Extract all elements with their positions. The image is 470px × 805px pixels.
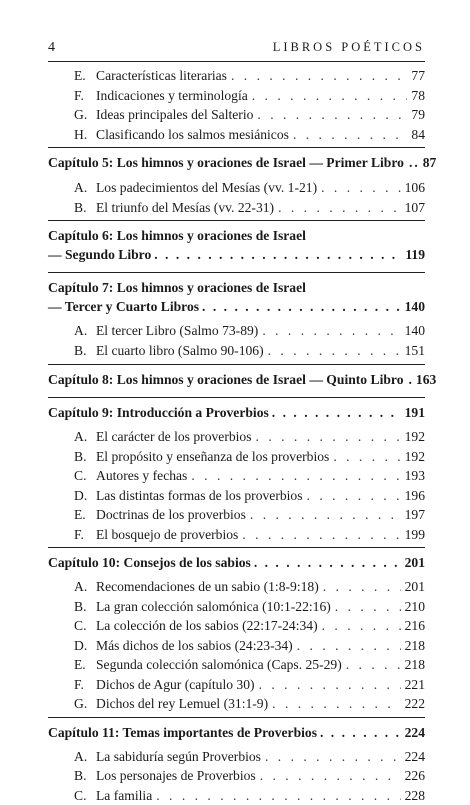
entry-title: Los padecimientos del Mesías (vv. 1-21) [96, 178, 317, 198]
entry-page: 193 [405, 466, 425, 486]
toc-entry[interactable] [48, 427, 425, 447]
toc-entry[interactable] [48, 66, 425, 86]
chapter-separator [48, 547, 425, 548]
toc-entry[interactable] [48, 505, 425, 525]
page-number: 4 [48, 40, 55, 56]
toc-entry[interactable] [48, 577, 425, 597]
chapter-11-heading[interactable] [48, 723, 425, 742]
chapter-6-heading[interactable] [48, 226, 425, 264]
entry-page: 106 [405, 178, 425, 198]
toc-entry[interactable] [48, 655, 425, 675]
leader-dots [154, 245, 402, 264]
leader-dots [242, 525, 400, 545]
leader-dots [191, 466, 400, 486]
entry-page: 78 [411, 86, 425, 106]
entry-title: Ideas principales del Salterio [96, 105, 253, 125]
toc-entry[interactable] [48, 786, 425, 805]
toc-entry[interactable] [48, 766, 425, 786]
leader-dots [307, 486, 401, 506]
entry-page: 79 [411, 105, 425, 125]
page-header [48, 40, 425, 60]
leader-dots [293, 125, 407, 145]
entry-page: 222 [405, 694, 425, 714]
chapter-5-items [48, 178, 425, 217]
entry-title: El propósito y enseñanza de los proverbios [96, 447, 329, 467]
entry-letter: C. [48, 786, 96, 805]
entry-page: 210 [405, 597, 425, 617]
entry-page: 228 [405, 786, 425, 805]
chapter-5-heading[interactable] [48, 153, 425, 172]
chapter-7-items [48, 321, 425, 360]
entry-title: Los personajes de Proverbios [96, 766, 256, 786]
chapter-7-heading[interactable] [48, 278, 425, 316]
entry-page: 151 [405, 341, 425, 361]
chapter-page: 140 [405, 297, 425, 316]
entry-title: Más dichos de los sabios (24:23-34) [96, 636, 293, 656]
leader-dots [297, 636, 401, 656]
entry-title: Segunda colección salomónica (Caps. 25-29) [96, 655, 342, 675]
entry-page: 216 [405, 616, 425, 636]
entry-title: El carácter de los proverbios [96, 427, 252, 447]
chapter-separator [48, 717, 425, 718]
entry-title: El triunfo del Mesías (vv. 22-31) [96, 198, 274, 218]
entry-title: Indicaciones y terminología [96, 86, 248, 106]
chapter-title: Capítulo 9: Introducción a Proverbios [48, 403, 269, 422]
entry-letter: E. [48, 655, 96, 675]
entry-letter: B. [48, 766, 96, 786]
entry-title: Dichos de Agur (capítulo 30) [96, 675, 255, 695]
toc-entry[interactable] [48, 525, 425, 545]
toc-entry[interactable] [48, 694, 425, 714]
chapter-page: 119 [405, 245, 425, 264]
entry-page: 192 [405, 447, 425, 467]
chapter-separator [48, 272, 425, 273]
entry-page: 201 [405, 577, 425, 597]
toc-entry[interactable] [48, 636, 425, 656]
entry-page: 197 [405, 505, 425, 525]
leader-dots [272, 403, 402, 422]
leader-dots: .. [409, 153, 420, 172]
entry-title: La familia [96, 786, 152, 805]
toc-entry[interactable] [48, 86, 425, 106]
leader-dots [256, 427, 401, 447]
entry-letter: C. [48, 616, 96, 636]
entry-title: Doctrinas de los proverbios [96, 505, 246, 525]
toc-entry[interactable] [48, 125, 425, 145]
chapter-separator [48, 147, 425, 148]
leader-dots [156, 786, 400, 805]
toc-entry[interactable] [48, 466, 425, 486]
chapter-title: Capítulo 8: Los himnos y oraciones de Israel — Quinto Libro [48, 370, 404, 389]
entry-title: El cuarto libro (Salmo 90-106) [96, 341, 264, 361]
leader-dots [333, 447, 400, 467]
chapter-10-items [48, 577, 425, 714]
leader-dots [321, 178, 401, 198]
entry-page: 192 [405, 427, 425, 447]
entry-page: 224 [405, 747, 425, 767]
chapter-title: Capítulo 11: Temas importantes de Proverbios [48, 723, 317, 742]
leader-dots [278, 198, 401, 218]
leader-dots [335, 597, 401, 617]
toc-entry[interactable] [48, 675, 425, 695]
chapter-separator [48, 220, 425, 221]
entry-title: Clasificando los salmos mesiánicos [96, 125, 289, 145]
chapter-8-heading[interactable] [48, 370, 425, 389]
entry-page: 107 [405, 198, 425, 218]
entry-letter: G. [48, 105, 96, 125]
leader-dots [250, 505, 401, 525]
chapter-title-line2: — Segundo Libro [48, 245, 151, 264]
entry-letter: A. [48, 178, 96, 198]
entry-page: 218 [405, 655, 425, 675]
leader-dots [202, 297, 402, 316]
leader-dots [257, 105, 407, 125]
entry-letter: D. [48, 486, 96, 506]
running-title: LIBROS POÉTICOS [273, 40, 425, 55]
entry-title: Características literarias [96, 66, 227, 86]
entry-letter: D. [48, 636, 96, 656]
leader-dots [265, 747, 401, 767]
leader-dots [231, 66, 407, 86]
chapter-4-items [48, 66, 425, 144]
toc-entry[interactable] [48, 597, 425, 617]
chapter-11-items [48, 747, 425, 805]
entry-letter: C. [48, 466, 96, 486]
entry-page: 84 [411, 125, 425, 145]
chapter-title-line1: Capítulo 6: Los himnos y oraciones de Israel [48, 226, 425, 245]
entry-title: Recomendaciones de un sabio (1:8-9:18) [96, 577, 319, 597]
entry-title: El tercer Libro (Salmo 73-89) [96, 321, 258, 341]
entry-letter: B. [48, 597, 96, 617]
entry-letter: F. [48, 675, 96, 695]
toc-entry[interactable] [48, 105, 425, 125]
entry-letter: B. [48, 198, 96, 218]
leader-dots [260, 766, 401, 786]
entry-title: Dichos del rey Lemuel (31:1-9) [96, 694, 268, 714]
entry-page: 218 [405, 636, 425, 656]
entry-page: 221 [405, 675, 425, 695]
entry-title: Autores y fechas [96, 466, 187, 486]
leader-dots [272, 694, 400, 714]
entry-letter: E. [48, 505, 96, 525]
leader-dots [322, 616, 401, 636]
chapter-separator [48, 397, 425, 398]
entry-title: Las distintas formas de los proverbios [96, 486, 303, 506]
entry-letter: A. [48, 577, 96, 597]
entry-letter: E. [48, 66, 96, 86]
toc-entry[interactable] [48, 198, 425, 218]
header-rule [48, 61, 425, 62]
leader-dots: . [409, 370, 412, 389]
chapter-10-heading[interactable] [48, 553, 425, 572]
entry-page: 196 [405, 486, 425, 506]
leader-dots [268, 341, 401, 361]
leader-dots [252, 86, 408, 106]
chapter-9-items [48, 427, 425, 544]
toc-entry[interactable] [48, 616, 425, 636]
toc-entry[interactable] [48, 321, 425, 341]
entry-page: 199 [405, 525, 425, 545]
entry-title: El bosquejo de proverbios [96, 525, 238, 545]
leader-dots [346, 655, 401, 675]
chapter-title: Capítulo 5: Los himnos y oraciones de Israel — Primer Libro [48, 153, 404, 172]
chapter-page: 191 [405, 403, 425, 422]
entry-page: 226 [405, 766, 425, 786]
entry-letter: B. [48, 341, 96, 361]
leader-dots [254, 553, 402, 572]
table-of-contents [48, 66, 425, 805]
entry-letter: F. [48, 86, 96, 106]
toc-entry[interactable] [48, 178, 425, 198]
entry-letter: F. [48, 525, 96, 545]
chapter-page: 224 [405, 723, 425, 742]
toc-entry[interactable] [48, 341, 425, 361]
entry-letter: B. [48, 447, 96, 467]
entry-letter: G. [48, 694, 96, 714]
entry-letter: H. [48, 125, 96, 145]
leader-dots [262, 321, 400, 341]
toc-entry[interactable] [48, 447, 425, 467]
entry-title: La colección de los sabios (22:17-24:34) [96, 616, 318, 636]
chapter-9-heading[interactable] [48, 403, 425, 422]
chapter-title-line1: Capítulo 7: Los himnos y oraciones de Israel [48, 278, 425, 297]
entry-title: La gran colección salomónica (10:1-22:16) [96, 597, 331, 617]
chapter-title-line2: — Tercer y Cuarto Libros [48, 297, 199, 316]
chapter-page: 87 [423, 153, 437, 172]
chapter-separator [48, 364, 425, 365]
leader-dots [320, 723, 402, 742]
entry-title: La sabiduría según Proverbios [96, 747, 261, 767]
entry-letter: A. [48, 427, 96, 447]
chapter-page: 163 [416, 370, 436, 389]
chapter-title: Capítulo 10: Consejos de los sabios [48, 553, 251, 572]
entry-page: 140 [405, 321, 425, 341]
toc-entry[interactable] [48, 747, 425, 767]
leader-dots [323, 577, 401, 597]
leader-dots [259, 675, 401, 695]
chapter-page: 201 [405, 553, 425, 572]
entry-page: 77 [411, 66, 425, 86]
entry-letter: A. [48, 321, 96, 341]
toc-entry[interactable] [48, 486, 425, 506]
entry-letter: A. [48, 747, 96, 767]
